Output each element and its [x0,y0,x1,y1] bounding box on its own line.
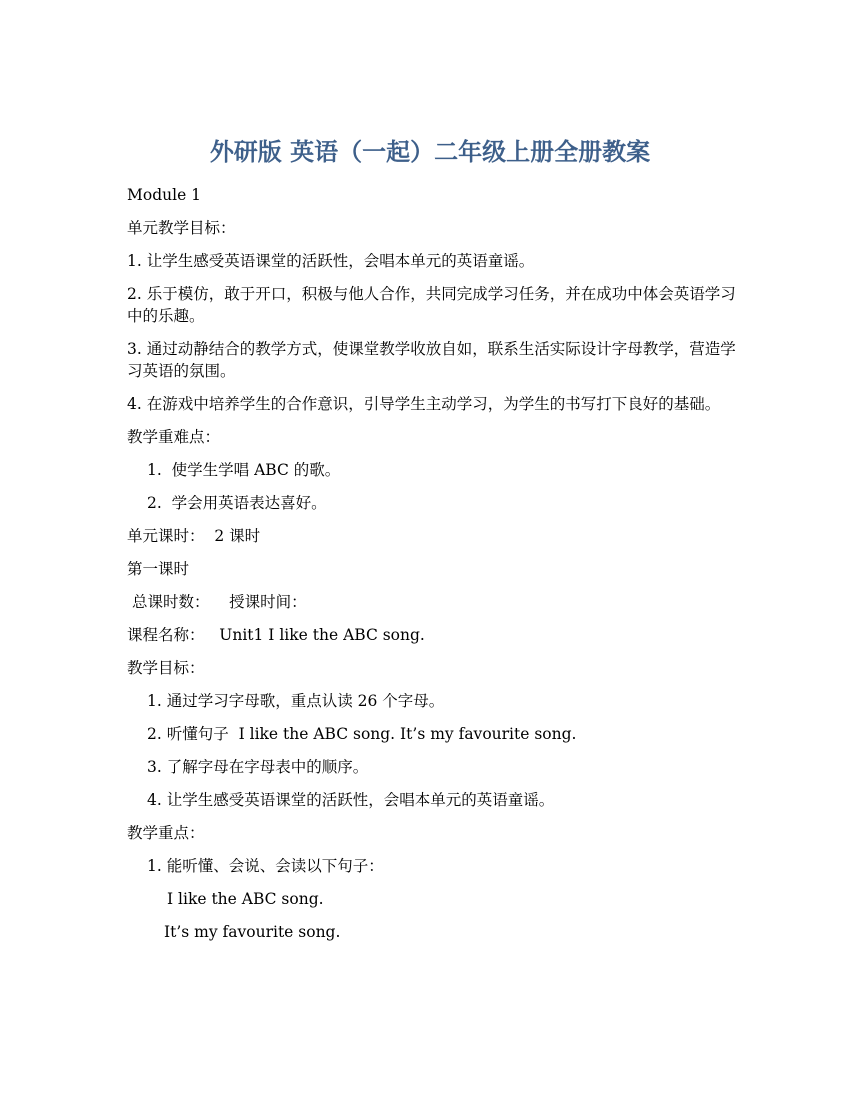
sentence-1: I like the ABC song. [167,890,324,908]
unit-goal-3: 3. 通过动静结合的教学方式，使课堂教学收放自如，联系生活实际设计字母教学，营造学习英语的氛围。 [127,340,736,380]
unit-goal-1: 1. 让学生感受英语课堂的活跃性，会唱本单元的英语童谣。 [127,252,535,270]
module-heading: Module 1 [127,186,202,204]
key-points-heading: 教学重点： [127,824,205,842]
unit-goal-4: 4. 在游戏中培养学生的合作意识，引导学生主动学习，为学生的书写打下良好的基础。 [127,395,721,413]
document-title: 外研版 英语（一起）二年级上册全册教案 [209,138,651,166]
lesson-goal-2: 2. 听懂句子 I like the ABC song. It’s my favourite song. [147,725,577,743]
key-difficulties-heading: 教学重难点： [127,428,221,446]
course-name: 课程名称： Unit1 I like the ABC song. [127,626,425,644]
lesson-goal-3: 3. 了解字母在字母表中的顺序。 [147,758,369,776]
lesson-count-and-time: 总课时数： 授课时间： [127,593,307,611]
lesson-goal-1: 1. 通过学习字母歌，重点认读 26 个字母。 [147,692,445,710]
document-body [127,184,737,954]
lesson-goal-4: 4. 让学生感受英语课堂的活跃性，会唱本单元的英语童谣。 [147,791,555,809]
lesson-one-heading: 第一课时 [127,560,190,578]
key-difficulty-1: 1. 使学生学唱 ABC 的歌。 [147,461,341,479]
lesson-goals-heading: 教学目标： [127,659,205,677]
unit-hours: 单元课时： 2 课时 [127,527,261,545]
key-difficulty-2: 2. 学会用英语表达喜好。 [147,494,327,512]
key-point-1: 1. 能听懂、会说、会读以下句子： [147,857,384,875]
unit-goals-heading: 单元教学目标： [127,219,236,237]
sentence-2: It’s my favourite song. [164,923,341,941]
unit-goal-2: 2. 乐于模仿，敢于开口，积极与他人合作，共同完成学习任务，并在成功中体会英语学习中的乐趣。 [127,285,736,325]
